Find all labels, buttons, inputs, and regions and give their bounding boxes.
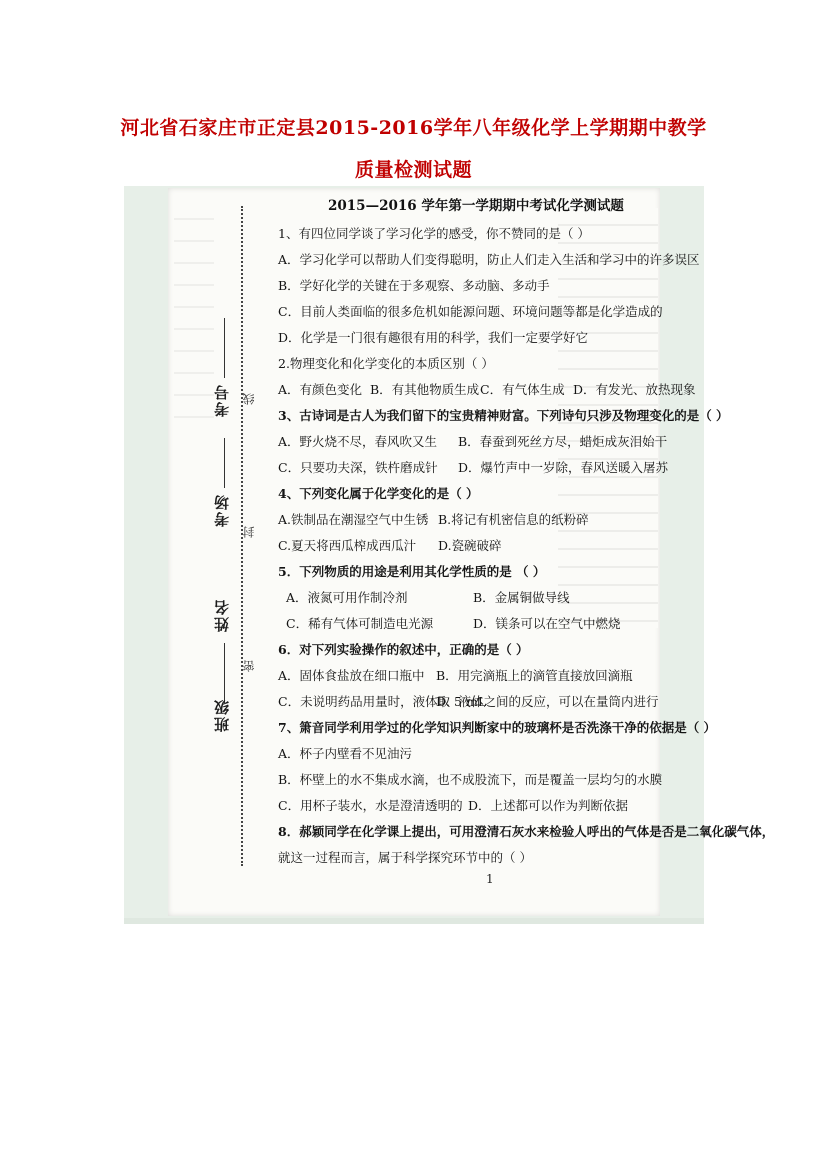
exam-paper <box>168 188 775 916</box>
question-8-continuation: 就这一过程而言，属于科学探究环节中的（ ） <box>278 850 532 865</box>
q5-option-c: C．稀有气体可制造电光源 <box>286 616 434 631</box>
q3-option-d: D．爆竹声中一岁除，春风送暖入屠苏 <box>458 460 669 475</box>
question-6: 6．对下列实验操作的叙述中，正确的是（ ） <box>278 642 529 657</box>
question-5: 5．下列物质的用途是利用其化学性质的是 （ ） <box>278 564 546 579</box>
exam-number-blank <box>224 318 225 378</box>
q4-option-b: B.将记有机密信息的纸粉碎 <box>438 512 589 527</box>
q3-option-c: C．只要功夫深，铁杵磨成针 <box>278 460 438 475</box>
scan-bottom-edge <box>124 918 704 924</box>
page-title-line-1: 河北省石家庄市正定县2015-2016学年八年级化学上学期期中教学 <box>120 117 707 139</box>
question-7: 7、箫音同学利用学过的化学知识判断家中的玻璃杯是否洗涤干净的依据是（ ） <box>278 720 717 735</box>
q4-option-d: D.瓷碗破碎 <box>438 538 502 553</box>
name-label: 姓名 <box>213 598 231 632</box>
q5-option-b: B．金属铜做导线 <box>473 590 570 605</box>
q6-option-a: A．固体食盐放在细口瓶中 <box>278 668 425 683</box>
seal-dense-mark: 密 <box>242 660 256 672</box>
seal-seal-mark: 封 <box>242 526 256 538</box>
q6-option-c: C．未说明药品用量时，液体取 5 mL <box>278 694 487 709</box>
q4-option-a: A.铁制品在潮湿空气中生锈 <box>278 512 429 527</box>
q2-option-b: B．有其他物质生成 <box>370 382 480 397</box>
bleed-through-texture <box>174 198 214 438</box>
q1-option-d: D．化学是一门很有趣很有用的科学，我们一定要学好它 <box>278 330 589 345</box>
q7-option-d: D．上述都可以作为判断依据 <box>468 798 629 813</box>
exam-room-blank <box>224 438 225 488</box>
seal-line-mark: 线 <box>242 393 256 405</box>
q2-option-c: C．有气体生成 <box>480 382 565 397</box>
q4-option-c: C.夏天将西瓜榨成西瓜汁 <box>278 538 417 553</box>
q2-option-d: D．有发光、放热现象 <box>573 382 696 397</box>
page-number: 1 <box>486 872 494 886</box>
question-3: 3、古诗词是古人为我们留下的宝贵精神财富。下列诗句只涉及物理变化的是（ ） <box>278 408 729 423</box>
q7-option-c: C．用杯子装水，水是澄清透明的 <box>278 798 463 813</box>
question-1: 1、有四位同学谈了学习化学的感受，你不赞同的是（ ） <box>278 226 590 241</box>
q6-option-d: D．液体之间的反应，可以在量筒内进行 <box>436 694 659 709</box>
name-blank <box>224 643 225 703</box>
q7-option-a: A．杯子内壁看不见油污 <box>278 746 413 761</box>
q6-option-b: B．用完滴瓶上的滴管直接放回滴瓶 <box>436 668 633 683</box>
question-8: 8．郝颖同学在化学课上提出，可用澄清石灰水来检验人呼出的气体是否是二氧化碳气体， <box>278 824 775 839</box>
class-label: 班级 <box>213 698 231 732</box>
q1-option-a: A．学习化学可以帮助人们变得聪明，防止人们走入生活和学习中的许多误区 <box>278 252 700 267</box>
q3-option-b: B．春蚕到死丝方尽，蜡炬成灰泪始干 <box>458 434 668 449</box>
exam-room-label: 考场 <box>213 493 231 527</box>
q2-option-a: A．有颜色变化 <box>278 382 363 397</box>
question-4: 4、下列变化属于化学变化的是（ ） <box>278 486 479 501</box>
exam-header: 2015—2016 学年第一学期期中考试化学测试题 <box>328 198 624 214</box>
q7-option-b: B．杯壁上的水不集成水滴，也不成股流下，而是覆盖一层均匀的水膜 <box>278 772 663 787</box>
question-2: 2.物理变化和化学变化的本质区别（ ） <box>278 356 494 371</box>
q3-option-a: A．野火烧不尽，春风吹又生 <box>278 434 438 449</box>
scanned-exam-image <box>124 186 775 924</box>
q5-option-d: D．镁条可以在空气中燃烧 <box>473 616 621 631</box>
q1-option-c: C．目前人类面临的很多危机如能源问题、环境问题等都是化学造成的 <box>278 304 663 319</box>
page-title-line-2: 质量检测试题 <box>354 159 472 181</box>
q1-option-b: B．学好化学的关键在于多观察、多动脑、多动手 <box>278 278 550 293</box>
exam-number-label: 考号 <box>213 383 231 417</box>
q5-option-a: A．液氮可用作制冷剂 <box>286 590 408 605</box>
